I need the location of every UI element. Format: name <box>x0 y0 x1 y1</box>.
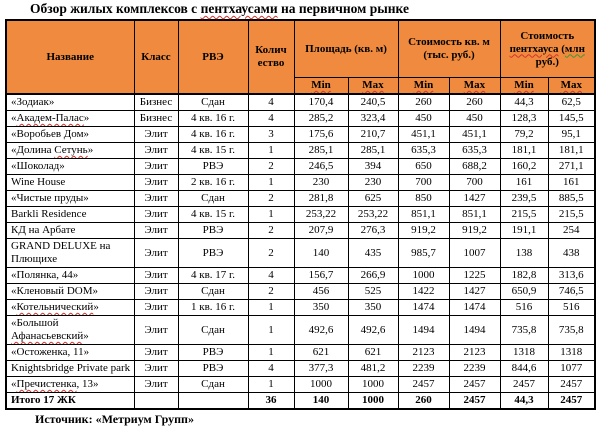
complex-name-cell: «Воробьев Дом» <box>6 127 134 143</box>
rve-cell: РВЭ <box>178 159 248 175</box>
complex-name-cell: «Пречистенка, 13» <box>6 377 134 393</box>
quantity-cell: 1 <box>248 345 294 361</box>
price-sqm-max-cell: 1474 <box>449 300 500 316</box>
price-sqm-max-cell: 2239 <box>449 361 500 377</box>
price-sqm-min-cell: 1474 <box>398 300 449 316</box>
area-min-cell: 170,4 <box>294 94 348 111</box>
complex-name-cell: Wine House <box>6 175 134 191</box>
class-cell: Бизнес <box>134 94 178 111</box>
area-min-cell: 377,3 <box>294 361 348 377</box>
quantity-cell: 4 <box>248 94 294 111</box>
rve-cell: РВЭ <box>178 361 248 377</box>
price-pent-max-cell: 885,5 <box>548 191 595 207</box>
price-sqm-min-cell: 2123 <box>398 345 449 361</box>
area-max-cell: 253,22 <box>348 207 398 223</box>
total-pent-min: 44,3 <box>500 393 548 410</box>
total-sqm-max: 2457 <box>449 393 500 410</box>
price-sqm-max-cell: 851,1 <box>449 207 500 223</box>
price-sqm-max-cell: 1427 <box>449 284 500 300</box>
price-pent-max-cell: 215,5 <box>548 207 595 223</box>
area-max-cell: 210,7 <box>348 127 398 143</box>
area-max-cell: 435 <box>348 239 398 268</box>
price-pent-min-cell: 735,8 <box>500 316 548 345</box>
price-sqm-min-cell: 850 <box>398 191 449 207</box>
price-sqm-min-cell: 1494 <box>398 316 449 345</box>
area-min-cell: 281,8 <box>294 191 348 207</box>
price-sqm-max-cell: 2123 <box>449 345 500 361</box>
class-cell: Бизнес <box>134 111 178 127</box>
rve-cell: Сдан <box>178 284 248 300</box>
total-quantity: 36 <box>248 393 294 410</box>
class-cell: Элит <box>134 127 178 143</box>
class-cell: Элит <box>134 300 178 316</box>
area-max-cell: 481,2 <box>348 361 398 377</box>
complex-name-cell: «Большой Афанасьевский» <box>6 316 134 345</box>
table-row <box>6 316 595 345</box>
class-cell: Элит <box>134 284 178 300</box>
total-area-max: 1000 <box>348 393 398 410</box>
complex-name-cell: GRAND DELUXE на Плющихе <box>6 239 134 268</box>
area-min-cell: 492,6 <box>294 316 348 345</box>
quantity-cell: 1 <box>248 377 294 393</box>
price-pent-max-cell: 438 <box>548 239 595 268</box>
misspelled-text: Пречистенка <box>16 378 77 390</box>
title-misspelled-word: пентхаусами <box>200 1 278 16</box>
area-max-cell: 525 <box>348 284 398 300</box>
price-pent-min-cell: 239,5 <box>500 191 548 207</box>
table-row <box>6 300 595 316</box>
rve-cell: РВЭ <box>178 239 248 268</box>
price-pent-min-cell: 181,1 <box>500 143 548 159</box>
rve-cell: Сдан <box>178 191 248 207</box>
price-sqm-max-cell: 451,1 <box>449 127 500 143</box>
price-sqm-max-cell: 919,2 <box>449 223 500 239</box>
class-cell: Элит <box>134 223 178 239</box>
quantity-cell: 4 <box>248 268 294 284</box>
rve-cell: Сдан <box>178 377 248 393</box>
table-row <box>6 207 595 223</box>
quantity-cell: 2 <box>248 159 294 175</box>
complex-name-cell: «Долина Сетунь» <box>6 143 134 159</box>
price-pent-max-cell: 145,5 <box>548 111 595 127</box>
total-sqm-min: 260 <box>398 393 449 410</box>
area-min-cell: 140 <box>294 239 348 268</box>
price-sqm-min-cell: 700 <box>398 175 449 191</box>
col-header-rve: РВЭ <box>178 20 248 94</box>
complex-name-cell: Knightsbridge Private park <box>6 361 134 377</box>
area-max-cell: 240,5 <box>348 94 398 111</box>
price-sqm-max-cell: 1427 <box>449 191 500 207</box>
area-min-cell: 621 <box>294 345 348 361</box>
complex-name-cell: «Академ-Палас» <box>6 111 134 127</box>
col-header-quantity: Колич ество <box>248 20 294 94</box>
price-sqm-min-cell: 1422 <box>398 284 449 300</box>
complex-name-cell: «Шоколад» <box>6 159 134 175</box>
area-max-cell: 230 <box>348 175 398 191</box>
class-cell: Элит <box>134 207 178 223</box>
subheader-sqm-min: Min <box>398 78 449 95</box>
table-row <box>6 284 595 300</box>
table-row <box>6 143 595 159</box>
complex-name-cell: КД на Арбате <box>6 223 134 239</box>
area-max-cell: 276,3 <box>348 223 398 239</box>
price-pent-max-cell: 1318 <box>548 345 595 361</box>
pent-header-grammar-marked: млн <box>564 42 585 55</box>
subheader-sqm-max: Max <box>449 78 500 95</box>
rve-cell: Сдан <box>178 316 248 345</box>
table-row <box>6 111 595 127</box>
complex-name-cell: «Зодиак» <box>6 94 134 111</box>
price-pent-min-cell: 182,8 <box>500 268 548 284</box>
class-cell: Элит <box>134 377 178 393</box>
price-sqm-max-cell: 688,2 <box>449 159 500 175</box>
complex-name-cell: «Котельнический» <box>6 300 134 316</box>
price-sqm-min-cell: 919,2 <box>398 223 449 239</box>
title-text: Обзор жилых комплексов с <box>30 1 201 16</box>
complex-name-cell: «Чистые пруды» <box>6 191 134 207</box>
price-sqm-max-cell: 1494 <box>449 316 500 345</box>
quantity-cell: 2 <box>248 284 294 300</box>
subheader-area-max: Max <box>348 78 398 95</box>
table-footer <box>6 393 595 410</box>
pent-header-misspelled: пентхауса <box>509 42 559 55</box>
price-sqm-max-cell: 1007 <box>449 239 500 268</box>
table-row <box>6 191 595 207</box>
rve-cell: 4 кв. 17 г. <box>178 268 248 284</box>
area-min-cell: 175,6 <box>294 127 348 143</box>
rve-cell: 2 кв. 16 г. <box>178 175 248 191</box>
price-pent-min-cell: 160,2 <box>500 159 548 175</box>
price-pent-min-cell: 44,3 <box>500 94 548 111</box>
area-max-cell: 621 <box>348 345 398 361</box>
rve-cell: 4 кв. 15 г. <box>178 143 248 159</box>
area-min-cell: 1000 <box>294 377 348 393</box>
class-cell: Элит <box>134 268 178 284</box>
quantity-cell: 1 <box>248 207 294 223</box>
price-pent-min-cell: 516 <box>500 300 548 316</box>
price-pent-max-cell: 254 <box>548 223 595 239</box>
misspelled-text: Афанасьевский <box>11 330 84 342</box>
price-sqm-max-cell: 450 <box>449 111 500 127</box>
rve-cell: 4 кв. 16 г. <box>178 127 248 143</box>
price-pent-min-cell: 844,6 <box>500 361 548 377</box>
price-pent-max-cell: 271,1 <box>548 159 595 175</box>
table-row <box>6 127 595 143</box>
price-pent-min-cell: 138 <box>500 239 548 268</box>
quantity-cell: 4 <box>248 361 294 377</box>
table-row <box>6 159 595 175</box>
class-cell: Элит <box>134 239 178 268</box>
price-pent-max-cell: 313,6 <box>548 268 595 284</box>
table-row <box>6 175 595 191</box>
table-row <box>6 377 595 393</box>
complex-name-cell: «Остоженка, 11» <box>6 345 134 361</box>
area-min-cell: 246,5 <box>294 159 348 175</box>
price-pent-min-cell: 191,1 <box>500 223 548 239</box>
price-pent-max-cell: 181,1 <box>548 143 595 159</box>
total-rve-empty <box>178 393 248 410</box>
price-sqm-max-cell: 2457 <box>449 377 500 393</box>
price-pent-min-cell: 2457 <box>500 377 548 393</box>
area-max-cell: 625 <box>348 191 398 207</box>
class-cell: Элит <box>134 361 178 377</box>
area-min-cell: 253,22 <box>294 207 348 223</box>
price-pent-max-cell: 746,5 <box>548 284 595 300</box>
total-class-empty <box>134 393 178 410</box>
document-title <box>0 0 600 19</box>
area-max-cell: 266,9 <box>348 268 398 284</box>
rve-cell: РВЭ <box>178 345 248 361</box>
area-max-cell: 350 <box>348 300 398 316</box>
price-sqm-min-cell: 650 <box>398 159 449 175</box>
area-min-cell: 350 <box>294 300 348 316</box>
complex-name-cell: «Кленовый DOM» <box>6 284 134 300</box>
area-min-cell: 285,1 <box>294 143 348 159</box>
area-max-cell: 1000 <box>348 377 398 393</box>
price-pent-max-cell: 516 <box>548 300 595 316</box>
table-row <box>6 239 595 268</box>
total-pent-max: 2457 <box>548 393 595 410</box>
quantity-cell: 1 <box>248 300 294 316</box>
subheader-area-min: Min <box>294 78 348 95</box>
class-cell: Элит <box>134 175 178 191</box>
price-sqm-min-cell: 635,3 <box>398 143 449 159</box>
table-row <box>6 361 595 377</box>
title-text-tail: на первичном рынке <box>277 1 409 16</box>
misspelled-text: Академ-Палас <box>16 112 84 124</box>
price-pent-min-cell: 128,3 <box>500 111 548 127</box>
rve-cell: 4 кв. 15 г. <box>178 207 248 223</box>
table-body <box>6 94 595 393</box>
price-sqm-min-cell: 2457 <box>398 377 449 393</box>
price-sqm-min-cell: 985,7 <box>398 239 449 268</box>
price-sqm-min-cell: 1000 <box>398 268 449 284</box>
table-header <box>6 20 595 94</box>
quantity-cell: 2 <box>248 239 294 268</box>
price-pent-max-cell: 95,1 <box>548 127 595 143</box>
price-pent-min-cell: 215,5 <box>500 207 548 223</box>
area-max-cell: 492,6 <box>348 316 398 345</box>
rve-cell: 1 кв. 16 г. <box>178 300 248 316</box>
area-min-cell: 285,2 <box>294 111 348 127</box>
table-row <box>6 94 595 111</box>
col-header-class: Класс <box>134 20 178 94</box>
table-row <box>6 345 595 361</box>
area-min-cell: 207,9 <box>294 223 348 239</box>
class-cell: Элит <box>134 191 178 207</box>
class-cell: Элит <box>134 143 178 159</box>
quantity-cell: 1 <box>248 175 294 191</box>
price-sqm-min-cell: 260 <box>398 94 449 111</box>
price-pent-min-cell: 650,9 <box>500 284 548 300</box>
price-sqm-min-cell: 851,1 <box>398 207 449 223</box>
price-pent-min-cell: 161 <box>500 175 548 191</box>
area-min-cell: 456 <box>294 284 348 300</box>
price-sqm-max-cell: 635,3 <box>449 143 500 159</box>
price-sqm-min-cell: 450 <box>398 111 449 127</box>
quantity-cell: 2 <box>248 191 294 207</box>
class-cell: Элит <box>134 316 178 345</box>
complex-name-cell: Barkli Residence <box>6 207 134 223</box>
price-pent-max-cell: 62,5 <box>548 94 595 111</box>
complex-name-cell: «Полянка, 44» <box>6 268 134 284</box>
price-pent-max-cell: 2457 <box>548 377 595 393</box>
price-sqm-max-cell: 700 <box>449 175 500 191</box>
price-sqm-max-cell: 260 <box>449 94 500 111</box>
price-sqm-min-cell: 451,1 <box>398 127 449 143</box>
subheader-pent-min: Min <box>500 78 548 95</box>
class-cell: Элит <box>134 345 178 361</box>
class-cell: Элит <box>134 159 178 175</box>
total-area-min: 140 <box>294 393 348 410</box>
table-row <box>6 268 595 284</box>
col-header-name: Название <box>6 20 134 94</box>
misspelled-text: Котельнический <box>16 301 94 313</box>
quantity-cell: 2 <box>248 223 294 239</box>
pent-header-text: Стоимость <box>520 29 575 42</box>
quantity-cell: 3 <box>248 127 294 143</box>
quantity-cell: 4 <box>248 111 294 127</box>
price-pent-max-cell: 1077 <box>548 361 595 377</box>
price-pent-min-cell: 1318 <box>500 345 548 361</box>
rve-cell: РВЭ <box>178 223 248 239</box>
source-note: Источник: «Метриум Групп» <box>35 412 194 426</box>
price-sqm-min-cell: 2239 <box>398 361 449 377</box>
total-row <box>6 393 595 410</box>
quantity-cell: 1 <box>248 143 294 159</box>
price-sqm-max-cell: 1225 <box>449 268 500 284</box>
rve-cell: Сдан <box>178 94 248 111</box>
complexes-table <box>5 19 596 410</box>
area-max-cell: 285,1 <box>348 143 398 159</box>
rve-cell: 4 кв. 16 г. <box>178 111 248 127</box>
total-label: Итого 17 ЖК <box>6 393 134 410</box>
col-group-price-penthouse: Стоимость пентхауса (млн руб.) <box>500 20 595 78</box>
area-max-cell: 394 <box>348 159 398 175</box>
area-max-cell: 323,4 <box>348 111 398 127</box>
price-pent-max-cell: 161 <box>548 175 595 191</box>
area-min-cell: 230 <box>294 175 348 191</box>
misspelled-text: Сетунь <box>54 144 88 156</box>
price-pent-max-cell: 735,8 <box>548 316 595 345</box>
col-group-area: Площадь (кв. м) <box>294 20 398 78</box>
col-group-price-sqm: Стоимость кв. м (тыс. руб.) <box>398 20 500 78</box>
subheader-pent-max: Max <box>548 78 595 95</box>
area-min-cell: 156,7 <box>294 268 348 284</box>
quantity-cell: 1 <box>248 316 294 345</box>
price-pent-min-cell: 79,2 <box>500 127 548 143</box>
table-row <box>6 223 595 239</box>
